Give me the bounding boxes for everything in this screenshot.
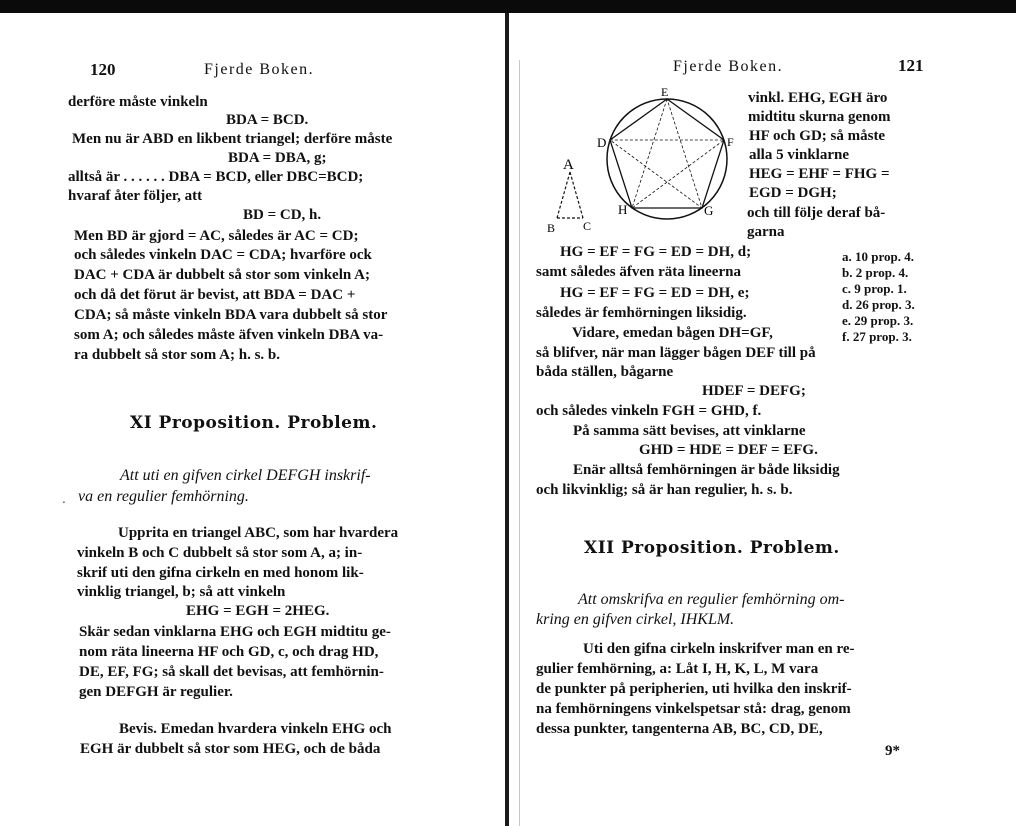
text-line: alltså är . . . . . . DBA = BCD, eller DBC=BCD; (68, 169, 364, 185)
margin-mark: . (62, 492, 66, 506)
text-line: dessa punkter, tangenterna AB, BC, CD, DE, (536, 721, 823, 737)
text-line: CDA; så måste vinkeln BDA vara dubbelt så stor (74, 307, 388, 323)
running-head: Fjerde Boken. (204, 61, 315, 78)
equation-line: GHD = HDE = DEF = EFG. (639, 442, 818, 458)
text-line: och således vinkeln FGH = GHD, f. (536, 403, 762, 419)
equation-line: BD = CD, h. (243, 207, 322, 223)
text-line: nom räta lineerna HF och GD, c, och drag HD, (79, 644, 379, 660)
text-line: Vidare, emedan bågen DH=GF, (572, 325, 773, 341)
equation-line: EHG = EGH = 2HEG. (186, 603, 330, 619)
proposition-statement: kring en gifven cirkel, IHKLM. (536, 611, 735, 628)
triangle-figure (557, 172, 583, 218)
text-line: Bevis. Emedan hvardera vinkeln EHG och (119, 721, 392, 737)
triangle-label: A (563, 157, 574, 173)
running-head: Fjerde Boken. (673, 58, 784, 75)
text-line: båda ställen, bågarne (536, 364, 674, 380)
text-line: Skär sedan vinklarna EHG och EGH midtitu ge- (79, 624, 391, 640)
equation-line: HG = EF = FG = ED = DH, d; (560, 244, 752, 260)
text-line: och då det förut är bevist, att BDA = DAC + (74, 287, 356, 303)
margin-reference: c. 9 prop. 1. (842, 281, 907, 296)
text-line: hvaraf åter följer, att (68, 188, 203, 204)
text-line: na femhörningens vinkelspetsar stå: drag, genom (536, 701, 851, 717)
text-line: skrif uti den gifna cirkeln en med honom lik- (77, 565, 364, 581)
margin-reference: a. 10 prop. 4. (842, 249, 914, 264)
pentagon-figure (607, 99, 727, 219)
left-page (0, 0, 505, 826)
page-number: 120 (90, 60, 116, 79)
text-line: Enär alltså femhörningen är både liksidig (573, 462, 840, 478)
text-line: Men BD är gjord = AC, således är AC = CD; (74, 228, 359, 244)
text-line: ra dubbelt så stor som A; h. s. b. (74, 347, 281, 363)
vertex-label: D (597, 135, 607, 150)
side-text-line: garna (747, 224, 785, 240)
text-line: DAC + CDA är dubbelt så stor som vinkeln A; (74, 267, 370, 283)
proposition-statement: Att uti en gifven cirkel DEFGH inskrif- (120, 467, 371, 484)
text-line: som A; och således måste äfven vinkeln DBA va- (74, 327, 384, 343)
triangle-label: B (547, 221, 556, 235)
side-text-line: EGD = DGH; (749, 185, 837, 201)
side-text-line: vinkl. EHG, EGH äro (748, 90, 888, 106)
vertex-label: H (618, 202, 628, 217)
vertex-label: F (727, 135, 734, 149)
margin-reference: f. 27 prop. 3. (842, 329, 912, 344)
signature-mark: 9* (885, 743, 900, 759)
text-line: EGH är dubbelt så stor som HEG, och de båda (80, 741, 381, 757)
proposition-heading: XI Proposition. Problem. (130, 413, 378, 433)
equation-line: BDA = BCD. (226, 112, 309, 128)
side-text-line: midtitu skurna genom (748, 109, 891, 125)
geometry-figure (539, 85, 739, 240)
side-text-line: och till följe deraf bå- (747, 205, 886, 221)
text-line: DE, EF, FG; så skall det bevisas, att femhörnin- (79, 664, 384, 680)
triangle-label: C (583, 219, 592, 233)
side-text-line: alla 5 vinklarne (749, 147, 850, 163)
text-line: Upprita en triangel ABC, som har hvardera (118, 525, 399, 541)
side-text-line: HEG = EHF = FHG = (749, 166, 890, 182)
right-page (509, 0, 1016, 826)
text-line: och likvinklig; så är han regulier, h. s. b. (536, 482, 793, 498)
text-line: de punkter på peripherien, uti hvilka den inskrif- (536, 681, 852, 697)
equation-line: HG = EF = FG = ED = DH, e; (560, 285, 750, 301)
side-text-line: HF och GD; så måste (749, 128, 886, 144)
page-number: 121 (898, 56, 924, 75)
text-line: vinklig triangel, b; så att vinkeln (77, 584, 286, 600)
text-line: derföre måste vinkeln (68, 94, 208, 110)
margin-reference: b. 2 prop. 4. (842, 265, 909, 280)
text-line: så blifver, när man lägger bågen DEF till på (536, 345, 816, 361)
equation-line: HDEF = DEFG; (702, 383, 806, 399)
equation-line: BDA = DBA, g; (228, 150, 327, 166)
text-line: Men nu är ABD en likbent triangel; derföre måste (72, 131, 393, 147)
vertex-label: E (661, 85, 669, 99)
margin-reference: d. 26 prop. 3. (842, 297, 915, 312)
proposition-statement: va en regulier femhörning. (78, 488, 249, 505)
text-line: och således vinkeln DAC = CDA; hvarföre ock (74, 247, 372, 263)
text-line: Uti den gifna cirkeln inskrifver man en re- (583, 641, 855, 657)
proposition-statement: Att omskrifva en regulier femhörning om- (578, 591, 845, 608)
margin-reference: e. 29 prop. 3. (842, 313, 914, 328)
vertex-label: G (704, 203, 714, 218)
text-line: samt således äfven räta lineerna (536, 264, 741, 280)
text-line: gulier femhörning, a: Låt I, H, K, L, M vara (536, 661, 819, 677)
text-line: således är femhörningen liksidig. (536, 305, 747, 321)
text-line: gen DEFGH är regulier. (79, 684, 233, 700)
text-line: vinkeln B och C dubbelt så stor som A, a; in- (77, 545, 363, 561)
text-line: På samma sätt bevises, att vinklarne (573, 423, 806, 439)
proposition-heading: XII Proposition. Problem. (584, 538, 840, 558)
